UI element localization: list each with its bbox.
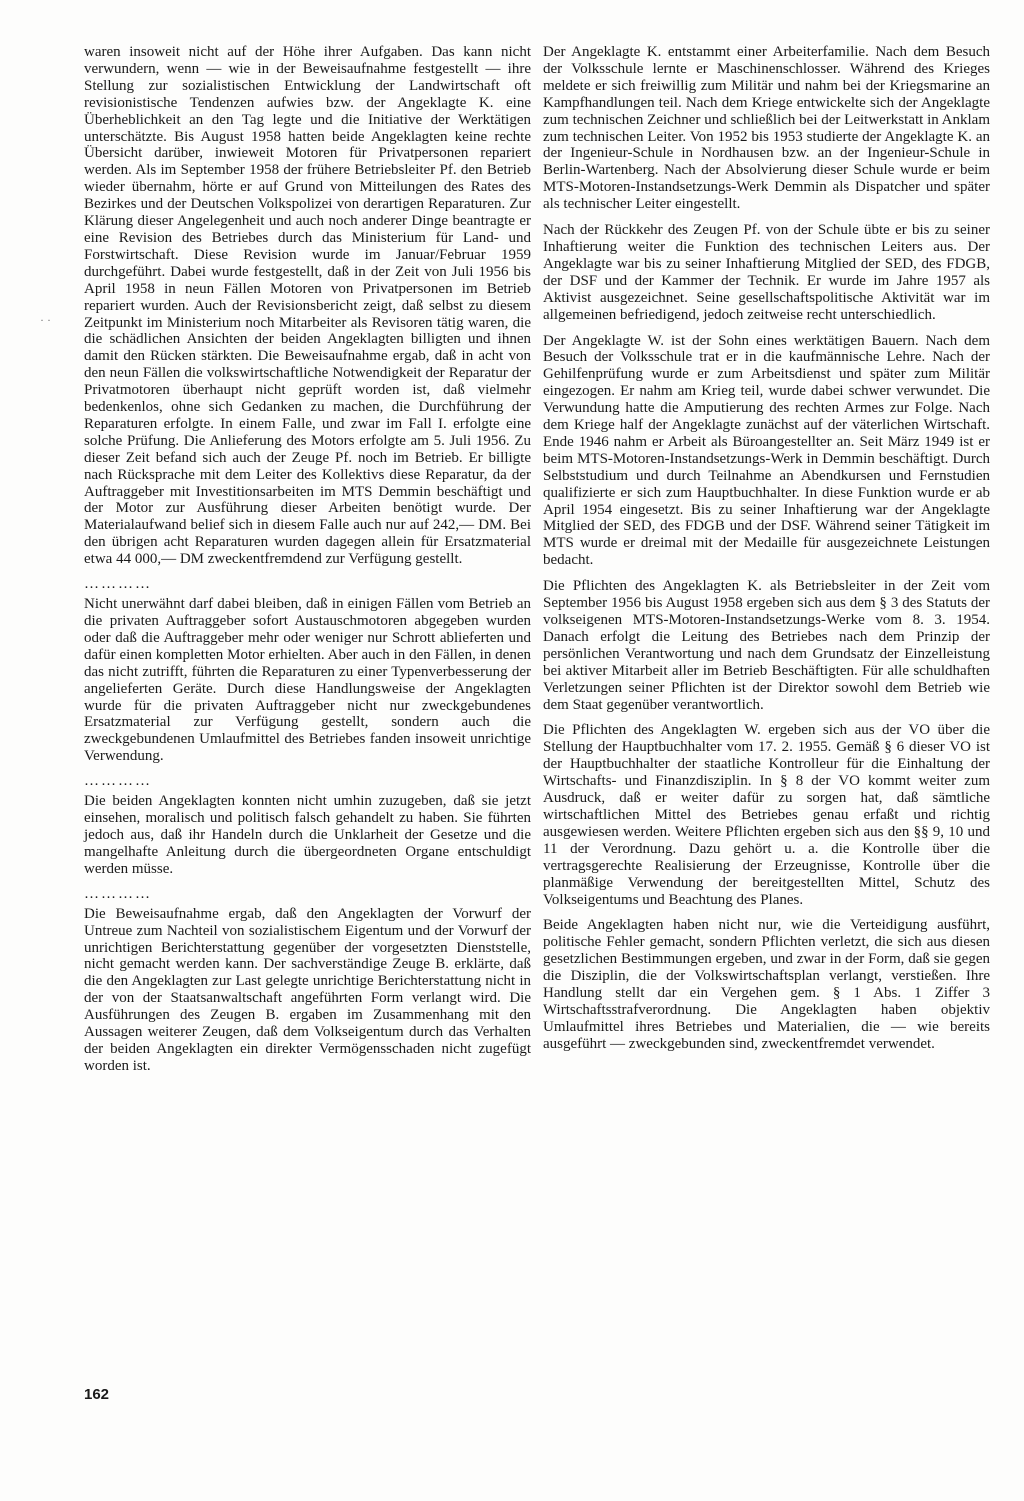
paragraph: waren insoweit nicht auf der Höhe ihrer Aufgaben. Das kann nicht verwundern, wenn — wie in der Beweisaufnahme festgestellt — ihre Stellung zur sozialistischen Entwicklung der Landwirtschaft oft revisionistische Tendenzen aufwies bzw. der Angeklagte K. eine Überheblichkeit an den Tag legte und die Initiative der Werktätigen unterschätzte. Bis August 1958 hatten beide Angeklagten keine rechte Übersicht darüber, inwieweit Motoren für Privatpersonen repariert werden. Als im September 1958 der frühere Betriebsleiter Pf. den Betrieb wieder übernahm, hörte er auf Grund von Mitteilungen des Rates des Bezirkes und der Deutschen Volkspolizei von derartigen Reparaturen. Zur Klärung dieser Angelegenheit und auch noch anderer Dinge beantragte er eine Revision des Betriebes durch das Ministerium für Land- und Forstwirtschaft. Diese Revision wurde im Januar/Februar 1959 durchgeführt. Dabei wurde festgestellt, daß in der Zeit von Juli 1956 bis April 1958 in neun Fällen Motoren von Privatpersonen im Betrieb repariert wurden. Auch der Revisionsbericht zeigt, daß selbst zu diesem Zeitpunkt im Ministerium noch Mitarbeiter als Revisoren tätig waren, die die schädlichen Ansichten der beiden Angeklagten billigten und ihnen damit den Rücken stärkten. Die Beweisaufnahme ergab, daß in acht von den neun Fällen die volkswirtschaftliche Notwendigkeit der Reparatur der Privatmotoren überhaupt nicht geprüft worden ist, daß vielmehr bedenkenlos, ohne sich Gedanken zu machen, die Durchführung der Reparaturen erfolgte. In einem Falle, und zwar im Fall I. erfolgte eine solche Prüfung. Die Anlieferung des Motors erfolgte am 5. Juli 1956. Zu dieser Zeit befand sich auch der Zeuge Pf. noch im Betrieb. Er billigte nach Rücksprache mit dem Leiter des Kollektivs diese Reparatur, da der Auftraggeber mit Investitionsarbeiten im MTS Demmin beschäftigt und der Motor zur Ausführung dieser Arbeiten benötigt wurde. Der Materialaufwand belief sich in diesem Falle auch nur auf 242,— DM. Bei den übrigen acht Reparaturen wurden dagegen allein für Ersatzmaterial etwa 44 000,— DM zweckentfremdend zur Verfügung gestellt. — [84, 44, 531, 568]
left-column — [84, 44, 531, 1084]
ellipsis-separator: ………… — [84, 576, 152, 593]
page-number: 162 — [84, 1386, 110, 1403]
ellipsis-separator: ………… — [84, 773, 152, 790]
text-columns — [84, 44, 990, 1084]
ellipsis-separator: ………… — [84, 885, 152, 902]
margin-mark: · · — [40, 313, 51, 327]
paragraph: Die Beweisaufnahme ergab, daß den Angeklagten der Vorwurf der Untreue zum Nachteil von sozialistischem Eigentum und der Vorwurf der unrichtigen Berichterstattung gegenüber der vorgesetzten Dienststelle, nicht gemacht werden kann. Der sachverständige Zeuge B. erklärte, daß die den Angeklagten zur Last gelegte unrichtige Berichterstattung nicht in der von der Staatsanwaltschaft angeführten Form verlangt wird. Die Ausführungen des Zeugen B. ergaben im Zusammenhang mit den Aussagen weiterer Zeugen, daß dem Volkseigentum durch das Verhalten der beiden Angeklagten ein direkter Vermögensschaden nicht zugefügt worden ist. — [84, 905, 531, 1074]
paragraph: Nicht unerwähnt darf dabei bleiben, daß in einigen Fällen vom Betrieb an die privaten Auftraggeber sofort Austauschmotoren abgegeben wurden oder daß die Auftraggeber mehr oder weniger nur Schrott ablieferten und dafür einen kompletten Motor erhielten. Aber auch in den Fällen, in denen das nicht zutrifft, führten die Reparaturen zu einer Typenverbesserung der angelieferten Geräte. Durch diese Handlungsweise der Angeklagten wurde für die privaten Auftraggeber nicht nur zweckgebundenes Ersatzmaterial zur Verfügung gestellt, sondern auch die zweckgebundenen Umlaufmittel des Betriebes fanden insoweit unrichtige Verwendung. — [84, 596, 531, 765]
right-column — [543, 44, 990, 1084]
paragraph: Der Angeklagte K. entstammt einer Arbeiterfamilie. Nach dem Besuch der Volksschule lernte er Maschinenschlosser. Während des Krieges meldete er sich freiwillig zum Militär und nahm bei der Kriegsmarine an Kampfhandlungen teil. Nach dem Kriege entwickelte sich der Angeklagte zum technischen Zeichner und schließlich bei der Leitwerkstatt in Anklam zum technischen Leiter. Von 1952 bis 1953 studierte der Angeklagte K. an der Ingenieur-Schule in Nordhausen bzw. an der Ingenieur-Schule in Berlin-Wartenberg. Nach der Absolvierung dieser Schule wurde er beim MTS-Motoren-Instandsetzungs-Werk Demmin als Dispatcher und später als technischer Leiter eingestellt. — [543, 44, 990, 213]
paragraph: Die Pflichten des Angeklagten K. als Betriebsleiter in der Zeit vom September 1956 bis August 1958 ergeben sich aus dem § 3 des Statuts der volkseigenen MTS-Motoren-Instandsetzungs-Werke vom 8. 3. 1954. Danach erfolgt die Leitung des Betriebes nach dem Prinzip der persönlichen Verantwortung und nach dem Grundsatz der Einzelleistung bei aktiver Mitarbeit aller im Betrieb Beschäftigten. Für alle schuldhaften Verletzungen seiner Pflichten ist der Direktor sowohl dem Betrieb wie dem Staat gegenüber verantwortlich. — [543, 578, 990, 713]
paragraph: Nach der Rückkehr des Zeugen Pf. von der Schule übte er bis zu seiner Inhaftierung weiter die Funktion des technischen Leiters aus. Der Angeklagte war bis zu seiner Inhaftierung Mitglied der SED, des FDGB, der DSF und der Kammer der Technik. Er wurde im Jahre 1957 als Aktivist ausgezeichnet. Seine gesellschaftspolitische Aktivität war im allgemeinen befriedigend, jedoch zeitweise recht unterschiedlich. — [543, 222, 990, 323]
paragraph: Der Angeklagte W. ist der Sohn eines werktätigen Bauern. Nach dem Besuch der Volksschule trat er in die kaufmännische Lehre. Nach der Gehilfenprüfung wurde er zum Arbeitsdienst und später zum Militär eingezogen. Er nahm am Krieg teil, wurde dabei schwer verwundet. Die Verwundung hatte die Amputierung des rechten Armes zur Folge. Nach dem Kriege half der Angeklagte zunächst auf der väterlichen Wirtschaft. Ende 1946 nahm er Arbeit als Büroangestellter an. Seit März 1949 ist er beim MTS-Motoren-Instandsetzungs-Werk in Demmin beschäftigt. Durch Selbststudium und durch Teilnahme an Abendkursen und Fernstudien qualifizierte er sich zum Hauptbuchhalter. In diese Funktion wurde er ab April 1954 eingesetzt. Bis zu seiner Inhaftierung war der Angeklagte Mitglied der SED, des FDGB und der DSF. Während seiner Tätigkeit im MTS wurde er dreimal mit der Medaille für ausgezeichnete Leistungen bedacht. — [543, 332, 990, 569]
paragraph: Die Pflichten des Angeklagten W. ergeben sich aus der VO über die Stellung der Hauptbuchhalter vom 17. 2. 1955. Gemäß § 6 dieser VO ist der Hauptbuchhalter der staatliche Kontrolleur für die Einhaltung der Wirtschafts- und Finanzdisziplin. In § 8 der VO kommt weiter zum Ausdruck, daß er weiter dafür zu sorgen hat, daß sämtliche wirtschaftlichen Mittel des Betriebes genau erfaßt und richtig ausgewiesen werden. Weitere Pflichten ergeben sich aus den §§ 9, 10 und 11 der Verordnung. Dazu gehört u. a. die Kontrolle über die vertragsgerechte Realisierung der Erzeugnisse, Kontrolle über die planmäßige Verwendung der bereitgestellten Mittel, Schutz des Volkseigentums und Beachtung des Planes. — [543, 722, 990, 908]
paragraph: Beide Angeklagten haben nicht nur, wie die Verteidigung ausführt, politische Fehler gemacht, sondern Pflichten verletzt, die sich aus diesen gesetzlichen Bestimmungen ergeben, und zwar in der Form, daß sie gegen die Disziplin, die der Volkswirtschaftsplan verlangt, verstießen. Ihre Handlung stellt dar ein Vergehen gem. § 1 Abs. 1 Ziffer 3 Wirtschaftsstrafverordnung. Die Angeklagten haben objektiv Umlaufmittel ihres Betriebes und Materialien, die — wie bereits ausgeführt — zweckgebunden sind, zweckentfremdet verwendet. — [543, 917, 990, 1052]
paragraph: Die beiden Angeklagten konnten nicht umhin zuzugeben, daß sie jetzt einsehen, moralisch und politisch falsch gehandelt zu haben. Sie führten jedoch aus, daß ihr Handeln durch die Unklarheit der Gesetze und die mangelhafte Anleitung durch die übergeordneten Organe entschuldigt werden müsse. — [84, 793, 531, 877]
